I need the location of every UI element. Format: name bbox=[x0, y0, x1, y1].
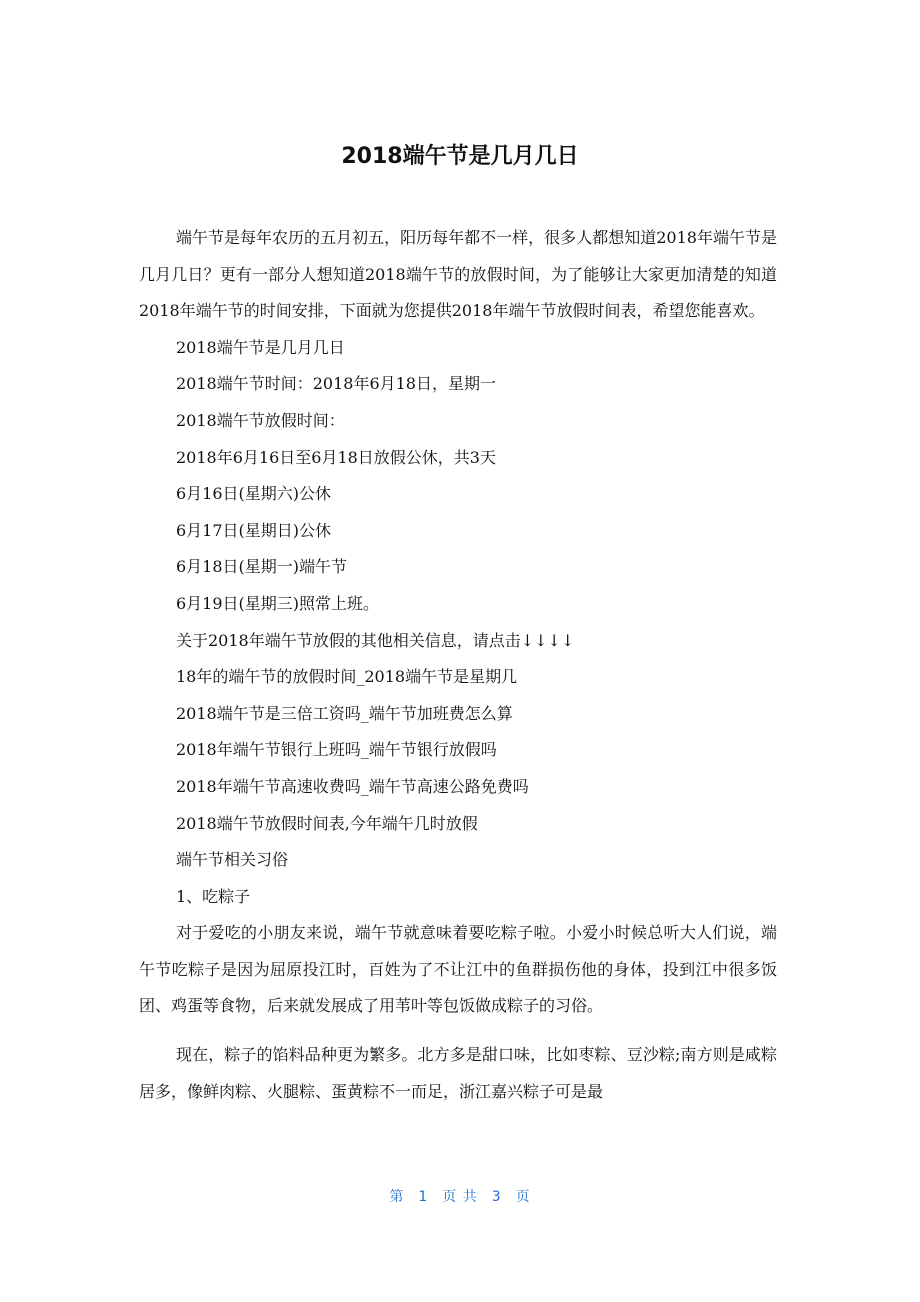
line-june17: 6月17日(星期日)公休 bbox=[176, 520, 332, 540]
footer-label-ye-gong: 页 共 bbox=[442, 1189, 478, 1205]
subheading-zongzi: 1、吃粽子 bbox=[176, 886, 251, 906]
page-title: 2018端午节是几月几日 bbox=[341, 144, 579, 169]
line-date: 2018端午节时间：2018年6月18日，星期一 bbox=[176, 374, 496, 394]
line-holiday-range: 2018年6月16日至6月18日放假公休，共3天 bbox=[176, 447, 496, 467]
section-heading-customs: 端午节相关习俗 bbox=[176, 850, 289, 870]
zongzi-paragraph: 对于爱吃的小朋友来说，端午节就意味着要吃粽子啦。小爱小时候总听大人们说，端午节吃粽子是因为屈原投江时，百姓为了不让江中的鱼群损伤他的身体，投到江中很多饭团、鸡蛋等食物，后来就发展成了用苇叶等包饭做成粽子的习俗。 bbox=[139, 923, 777, 1016]
related-link-schedule: 2018端午节放假时间表,今年端午几时放假 bbox=[176, 813, 478, 833]
line-june19: 6月19日(星期三)照常上班。 bbox=[176, 593, 380, 613]
footer-label-di: 第 bbox=[389, 1189, 405, 1205]
related-link-highway: 2018年端午节高速收费吗_端午节高速公路免费吗 bbox=[176, 776, 529, 796]
line-related-info: 关于2018年端午节放假的其他相关信息，请点击↓↓↓↓ bbox=[176, 630, 575, 650]
related-link-bank: 2018年端午节银行上班吗_端午节银行放假吗 bbox=[176, 740, 497, 760]
line-june16: 6月16日(星期六)公休 bbox=[176, 484, 332, 504]
line-holiday-heading: 2018端午节放假时间： bbox=[176, 410, 345, 430]
related-link-weekday: 18年的端午节的放假时间_2018端午节是星期几 bbox=[176, 667, 518, 687]
footer-current-page: 1 bbox=[418, 1189, 429, 1205]
document-body bbox=[139, 220, 777, 1110]
line-subtitle: 2018端午节是几月几日 bbox=[176, 337, 345, 357]
line-june18: 6月18日(星期一)端午节 bbox=[176, 557, 348, 577]
related-link-overtime-pay: 2018端午节是三倍工资吗_端午节加班费怎么算 bbox=[176, 703, 513, 723]
footer-total-pages: 3 bbox=[491, 1189, 502, 1205]
intro-paragraph: 端午节是每年农历的五月初五，阳历每年都不一样，很多人都想知道2018年端午节是几月几日？更有一部分人想知道2018端午节的放假时间，为了能够让大家更加清楚的知道2018年端午节的时间安排，下面就为您提供2018年端午节放假时间表，希望您能喜欢。 bbox=[139, 228, 777, 321]
footer-label-ye: 页 bbox=[515, 1189, 531, 1205]
fillings-paragraph: 现在，粽子的馅料品种更为繁多。北方多是甜口味，比如枣粽、豆沙粽;南方则是咸粽居多，像鲜肉粽、火腿粽、蛋黄粽不一而足，浙江嘉兴粽子可是最 bbox=[139, 1045, 777, 1101]
page-footer bbox=[0, 1186, 920, 1206]
